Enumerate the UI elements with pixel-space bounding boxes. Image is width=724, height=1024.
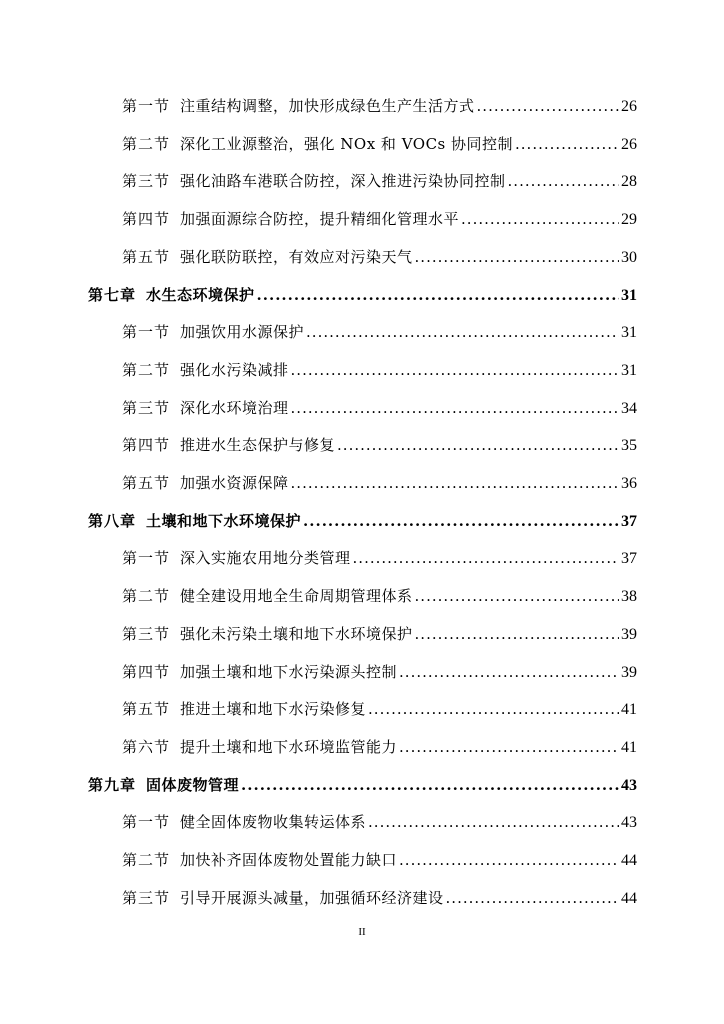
toc-entry-page: 35 bbox=[621, 437, 637, 455]
dot-leader bbox=[306, 322, 619, 342]
toc-entry-number: 第一节 bbox=[122, 323, 171, 342]
toc-entry-number: 第一节 bbox=[122, 97, 171, 115]
toc-entry-title: 强化油路车港联合防控，深入推进污染协同控制 bbox=[180, 172, 506, 191]
dot-leader bbox=[368, 699, 619, 719]
toc-entry-title: 强化联防联控，有效应对污染天气 bbox=[180, 247, 413, 266]
toc-entry-title: 加快补齐固体废物处置能力缺口 bbox=[180, 851, 398, 869]
toc-entry-number: 第二节 bbox=[122, 587, 171, 606]
toc-entry-title: 提升土壤和地下水环境监管能力 bbox=[180, 737, 398, 756]
toc-entry-number: 第一节 bbox=[122, 813, 171, 832]
toc-entry-page: 39 bbox=[621, 663, 637, 681]
toc-entry-number: 第九章 bbox=[88, 775, 137, 794]
toc-chapter-entry[interactable] bbox=[88, 775, 637, 796]
toc-section-entry[interactable] bbox=[122, 134, 637, 155]
toc-entry-page: 31 bbox=[621, 361, 637, 379]
toc-section-entry[interactable] bbox=[122, 850, 637, 871]
toc-entry-page: 28 bbox=[621, 173, 637, 191]
dot-leader bbox=[415, 586, 619, 606]
dot-leader bbox=[461, 209, 619, 229]
toc-entry-number: 第二节 bbox=[122, 851, 171, 869]
toc-entry-page: 29 bbox=[621, 211, 637, 229]
dot-leader bbox=[368, 812, 619, 832]
toc-section-entry[interactable] bbox=[122, 360, 637, 381]
toc-section-entry[interactable] bbox=[122, 699, 637, 720]
toc-section-entry[interactable] bbox=[122, 96, 637, 117]
toc-entry-number: 第二节 bbox=[122, 134, 171, 153]
toc-section-entry[interactable] bbox=[122, 548, 637, 569]
dot-leader bbox=[446, 888, 619, 908]
toc-entry-title: 强化未污染土壤和地下水环境保护 bbox=[180, 624, 413, 643]
toc-entry-page: 31 bbox=[621, 324, 637, 342]
toc-entry-number: 第二节 bbox=[122, 360, 171, 379]
dot-leader bbox=[399, 737, 619, 757]
toc-entry-title: 深化工业源整治，强化 NOx 和 VOCs 协同控制 bbox=[180, 134, 514, 153]
toc-entry-title: 推进土壤和地下水污染修复 bbox=[180, 700, 367, 719]
dot-leader bbox=[303, 511, 619, 531]
dot-leader bbox=[415, 624, 619, 644]
toc-entry-title: 推进水生态保护与修复 bbox=[180, 436, 336, 455]
toc-section-entry[interactable] bbox=[122, 888, 637, 909]
toc-section-entry[interactable] bbox=[122, 435, 637, 456]
dot-leader bbox=[291, 398, 619, 418]
dot-leader bbox=[477, 96, 619, 116]
toc-entry-page: 44 bbox=[621, 852, 637, 869]
toc-entry-page: 41 bbox=[621, 738, 637, 756]
toc-entry-title: 加强水资源保障 bbox=[180, 474, 289, 492]
toc-entry-page: 30 bbox=[621, 248, 637, 266]
toc-entry-page: 39 bbox=[621, 625, 637, 643]
dot-leader bbox=[241, 775, 619, 795]
toc-entry-number: 第一节 bbox=[122, 549, 171, 568]
toc-entry-number: 第五节 bbox=[122, 474, 171, 492]
toc-entry-title: 加强饮用水源保护 bbox=[180, 323, 305, 342]
toc-entry-page: 44 bbox=[621, 889, 637, 907]
toc-section-entry[interactable] bbox=[122, 662, 637, 683]
toc-entry-page: 36 bbox=[621, 475, 637, 492]
toc-entry-title: 固体废物管理 bbox=[146, 775, 240, 794]
dot-leader bbox=[257, 285, 619, 305]
toc-section-entry[interactable] bbox=[122, 322, 637, 343]
toc-section-entry[interactable] bbox=[122, 209, 637, 230]
dot-leader bbox=[291, 473, 619, 493]
toc-chapter-entry[interactable] bbox=[88, 511, 637, 532]
toc-entry-title: 土壤和地下水环境保护 bbox=[146, 511, 302, 530]
dot-leader bbox=[353, 548, 619, 568]
toc-entry-page: 34 bbox=[621, 399, 637, 417]
dot-leader bbox=[337, 435, 619, 455]
toc-entry-page: 26 bbox=[621, 135, 637, 153]
dot-leader bbox=[508, 171, 619, 191]
toc-entry-page: 26 bbox=[621, 98, 637, 115]
toc-section-entry[interactable] bbox=[122, 624, 637, 645]
page-number: II bbox=[358, 926, 366, 938]
toc-entry-number: 第四节 bbox=[122, 210, 171, 229]
toc-section-entry[interactable] bbox=[122, 398, 637, 419]
toc-chapter-entry[interactable] bbox=[88, 285, 637, 306]
dot-leader bbox=[291, 360, 619, 380]
toc-entry-number: 第四节 bbox=[122, 436, 171, 455]
toc-entry-number: 第四节 bbox=[122, 662, 171, 681]
toc-entry-title: 水生态环境保护 bbox=[146, 285, 255, 304]
dot-leader bbox=[415, 247, 619, 267]
toc-entry-number: 第三节 bbox=[122, 172, 171, 191]
toc-entry-title: 引导开展源头减量，加强循环经济建设 bbox=[180, 888, 444, 907]
toc-entry-title: 健全固体废物收集转运体系 bbox=[180, 813, 367, 832]
toc-entry-number: 第五节 bbox=[122, 700, 171, 719]
toc-entry-number: 第七章 bbox=[88, 285, 137, 304]
dot-leader bbox=[515, 134, 619, 154]
dot-leader bbox=[399, 662, 619, 682]
toc-entry-number: 第三节 bbox=[122, 398, 171, 417]
toc-section-entry[interactable] bbox=[122, 473, 637, 494]
toc-entry-number: 第三节 bbox=[122, 624, 171, 643]
toc-entry-number: 第三节 bbox=[122, 888, 171, 907]
toc-entry-page: 41 bbox=[621, 701, 637, 719]
toc-entry-number: 第八章 bbox=[88, 511, 137, 530]
toc-entry-title: 深化水环境治理 bbox=[180, 398, 289, 417]
toc-section-entry[interactable] bbox=[122, 812, 637, 833]
toc-entry-title: 注重结构调整，加快形成绿色生产生活方式 bbox=[180, 97, 475, 115]
toc-entry-page: 37 bbox=[621, 550, 637, 568]
toc-entry-page: 38 bbox=[621, 588, 637, 606]
toc-entry-title: 强化水污染减排 bbox=[180, 360, 289, 379]
toc-entry-title: 深入实施农用地分类管理 bbox=[180, 549, 351, 568]
toc-entry-title: 加强土壤和地下水污染源头控制 bbox=[180, 662, 398, 681]
toc-entry-page: 31 bbox=[621, 286, 637, 304]
toc-entry-page: 37 bbox=[621, 512, 637, 530]
toc-section-entry[interactable] bbox=[122, 737, 637, 758]
toc-entry-page: 43 bbox=[621, 814, 637, 832]
toc-entry-title: 加强面源综合防控，提升精细化管理水平 bbox=[180, 210, 460, 229]
toc-section-entry[interactable] bbox=[122, 586, 637, 607]
toc-entry-number: 第六节 bbox=[122, 737, 171, 756]
toc-entry-number: 第五节 bbox=[122, 247, 171, 266]
toc-section-entry[interactable] bbox=[122, 171, 637, 192]
toc-section-entry[interactable] bbox=[122, 247, 637, 268]
toc-entry-title: 健全建设用地全生命周期管理体系 bbox=[180, 587, 413, 606]
toc-entry-page: 43 bbox=[621, 776, 637, 794]
dot-leader bbox=[399, 850, 619, 870]
